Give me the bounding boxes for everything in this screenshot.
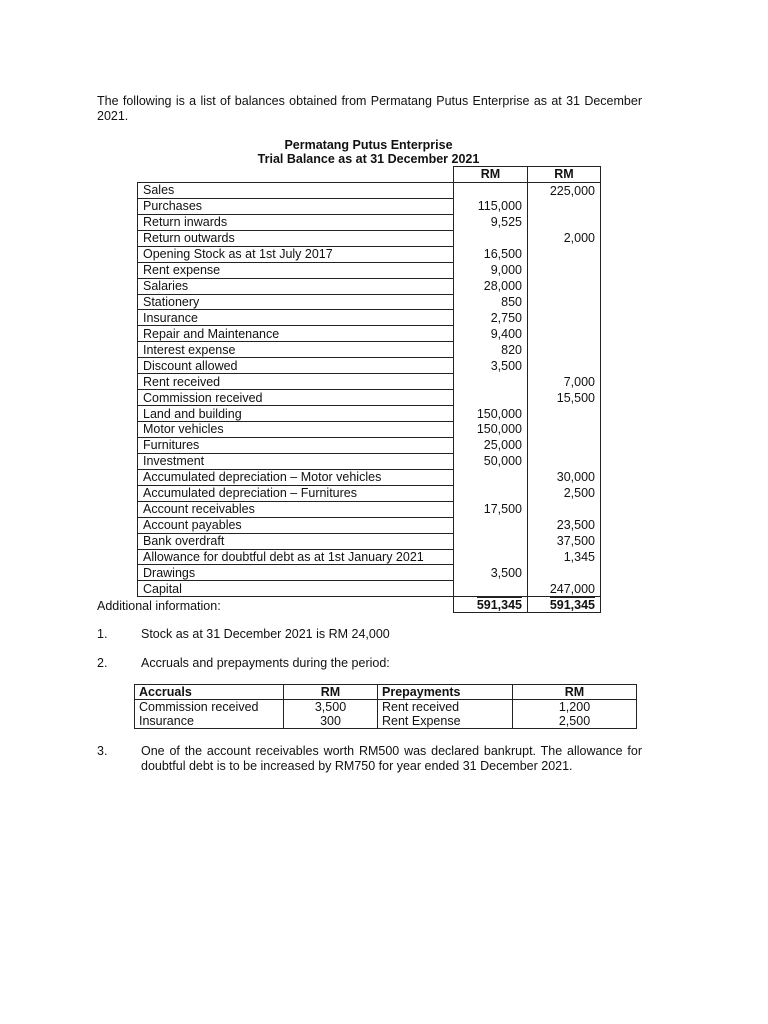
debit-amount: 17,500 — [454, 501, 528, 517]
accrual-amount: 300 — [284, 714, 378, 729]
trial-balance-row — [138, 453, 601, 469]
credit-amount — [528, 422, 601, 438]
debit-amount — [454, 374, 528, 390]
additional-info-heading: Additional information: — [97, 599, 221, 613]
debit-header: RM — [454, 167, 528, 183]
account-name: Allowance for doubtful debt as at 1st January 2021 — [138, 549, 454, 565]
debit-amount: 28,000 — [454, 278, 528, 294]
trial-balance-row — [138, 437, 601, 453]
account-name: Sales — [138, 182, 454, 198]
ap-header-row — [135, 685, 637, 700]
trial-balance-row — [138, 358, 601, 374]
accruals-header: Accruals — [135, 685, 284, 700]
item-text: Stock as at 31 December 2021 is RM 24,000 — [141, 627, 390, 641]
trial-balance-row — [138, 390, 601, 406]
debit-amount: 820 — [454, 342, 528, 358]
debit-amount — [454, 182, 528, 198]
credit-amount: 15,500 — [528, 390, 601, 406]
credit-amount — [528, 406, 601, 422]
item-number: 1. — [97, 627, 108, 641]
debit-amount: 3,500 — [454, 358, 528, 374]
credit-amount — [528, 310, 601, 326]
accrual-label: Insurance — [135, 714, 284, 729]
account-name: Motor vehicles — [138, 422, 454, 438]
total-debit — [454, 597, 528, 613]
trial-balance-table — [137, 166, 601, 613]
debit-amount: 2,750 — [454, 310, 528, 326]
credit-amount: 1,345 — [528, 549, 601, 565]
credit-amount — [528, 437, 601, 453]
trial-balance-row — [138, 326, 601, 342]
prepayments-rm-header: RM — [513, 685, 637, 700]
trial-balance-row — [138, 517, 601, 533]
credit-amount: 37,500 — [528, 533, 601, 549]
trial-balance-row — [138, 198, 601, 214]
trial-balance-row — [138, 501, 601, 517]
trial-balance-row — [138, 214, 601, 230]
account-name: Account receivables — [138, 501, 454, 517]
accruals-rm-header: RM — [284, 685, 378, 700]
account-name: Commission received — [138, 390, 454, 406]
ap-row — [135, 714, 637, 729]
total-credit — [528, 597, 601, 613]
credit-amount: 23,500 — [528, 517, 601, 533]
debit-amount: 150,000 — [454, 422, 528, 438]
credit-amount — [528, 198, 601, 214]
debit-amount: 25,000 — [454, 437, 528, 453]
trial-balance-header-row — [138, 167, 601, 183]
debit-amount: 16,500 — [454, 246, 528, 262]
account-name: Salaries — [138, 278, 454, 294]
accrual-amount: 3,500 — [284, 700, 378, 715]
credit-amount — [528, 278, 601, 294]
trial-balance-row — [138, 310, 601, 326]
trial-balance-row — [138, 294, 601, 310]
credit-amount — [528, 565, 601, 581]
trial-balance-row — [138, 469, 601, 485]
trial-balance-row — [138, 262, 601, 278]
item-number: 3. — [97, 744, 108, 758]
account-name: Purchases — [138, 198, 454, 214]
prepayment-label: Rent received — [378, 700, 513, 715]
trial-balance-row — [138, 565, 601, 581]
credit-amount — [528, 342, 601, 358]
credit-amount: 2,500 — [528, 485, 601, 501]
header-blank-cell — [138, 167, 454, 183]
trial-balance-row — [138, 246, 601, 262]
credit-amount: 30,000 — [528, 469, 601, 485]
account-name: Opening Stock as at 1st July 2017 — [138, 246, 454, 262]
item-number: 2. — [97, 656, 108, 670]
account-name: Account payables — [138, 517, 454, 533]
item-text: One of the account receivables worth RM500 was declared bankrupt. The allowance for doubtful debt is to be increased by RM750 for year ended 31 December 2021. — [141, 744, 642, 773]
debit-amount — [454, 230, 528, 246]
trial-balance-row — [138, 230, 601, 246]
account-name: Bank overdraft — [138, 533, 454, 549]
trial-balance-row — [138, 342, 601, 358]
credit-amount — [528, 501, 601, 517]
trial-balance-row — [138, 549, 601, 565]
debit-amount — [454, 390, 528, 406]
trial-balance-row — [138, 533, 601, 549]
debit-amount: 150,000 — [454, 406, 528, 422]
trial-balance-row — [138, 581, 601, 597]
credit-amount — [528, 326, 601, 342]
credit-amount — [528, 214, 601, 230]
total-debit-value: 591,345 — [476, 598, 522, 613]
trial-balance-title: Permatang Putus Enterprise — [284, 138, 453, 152]
account-name: Return outwards — [138, 230, 454, 246]
debit-amount — [454, 549, 528, 565]
intro-paragraph: The following is a list of balances obtained from Permatang Putus Enterprise as at 31 December 2021. — [97, 94, 642, 123]
account-name: Interest expense — [138, 342, 454, 358]
account-name: Discount allowed — [138, 358, 454, 374]
total-credit-value: 591,345 — [549, 598, 595, 613]
trial-balance-row — [138, 422, 601, 438]
debit-amount: 9,000 — [454, 262, 528, 278]
credit-amount — [528, 294, 601, 310]
debit-amount: 50,000 — [454, 453, 528, 469]
debit-amount: 9,525 — [454, 214, 528, 230]
trial-balance-row — [138, 374, 601, 390]
credit-amount: 225,000 — [528, 182, 601, 198]
item-text: Accruals and prepayments during the period: — [141, 656, 390, 670]
debit-amount: 850 — [454, 294, 528, 310]
account-name: Investment — [138, 453, 454, 469]
debit-amount — [454, 533, 528, 549]
account-name: Drawings — [138, 565, 454, 581]
trial-balance-body — [138, 182, 601, 596]
credit-amount — [528, 358, 601, 374]
account-name: Accumulated depreciation – Motor vehicles — [138, 469, 454, 485]
debit-amount — [454, 581, 528, 597]
credit-amount: 7,000 — [528, 374, 601, 390]
debit-amount: 9,400 — [454, 326, 528, 342]
credit-amount: 2,000 — [528, 230, 601, 246]
account-name: Rent received — [138, 374, 454, 390]
account-name: Capital — [138, 581, 454, 597]
account-name: Return inwards — [138, 214, 454, 230]
account-name: Furnitures — [138, 437, 454, 453]
debit-amount — [454, 485, 528, 501]
credit-amount: 247,000 — [528, 581, 601, 597]
trial-balance-row — [138, 485, 601, 501]
credit-header: RM — [528, 167, 601, 183]
debit-amount — [454, 517, 528, 533]
debit-amount: 115,000 — [454, 198, 528, 214]
prepayment-amount: 1,200 — [513, 700, 637, 715]
credit-amount — [528, 262, 601, 278]
account-name: Rent expense — [138, 262, 454, 278]
account-name: Repair and Maintenance — [138, 326, 454, 342]
prepayment-label: Rent Expense — [378, 714, 513, 729]
account-name: Stationery — [138, 294, 454, 310]
debit-amount — [454, 469, 528, 485]
credit-amount — [528, 453, 601, 469]
account-name: Land and building — [138, 406, 454, 422]
prepayments-header: Prepayments — [378, 685, 513, 700]
accruals-prepayments-table — [134, 684, 637, 729]
trial-balance-row — [138, 182, 601, 198]
debit-amount: 3,500 — [454, 565, 528, 581]
account-name: Insurance — [138, 310, 454, 326]
credit-amount — [528, 246, 601, 262]
account-name: Accumulated depreciation – Furnitures — [138, 485, 454, 501]
trial-balance-row — [138, 406, 601, 422]
ap-row — [135, 700, 637, 715]
accrual-label: Commission received — [135, 700, 284, 715]
trial-balance-row — [138, 278, 601, 294]
prepayment-amount: 2,500 — [513, 714, 637, 729]
trial-balance-subtitle: Trial Balance as at 31 December 2021 — [257, 152, 480, 166]
